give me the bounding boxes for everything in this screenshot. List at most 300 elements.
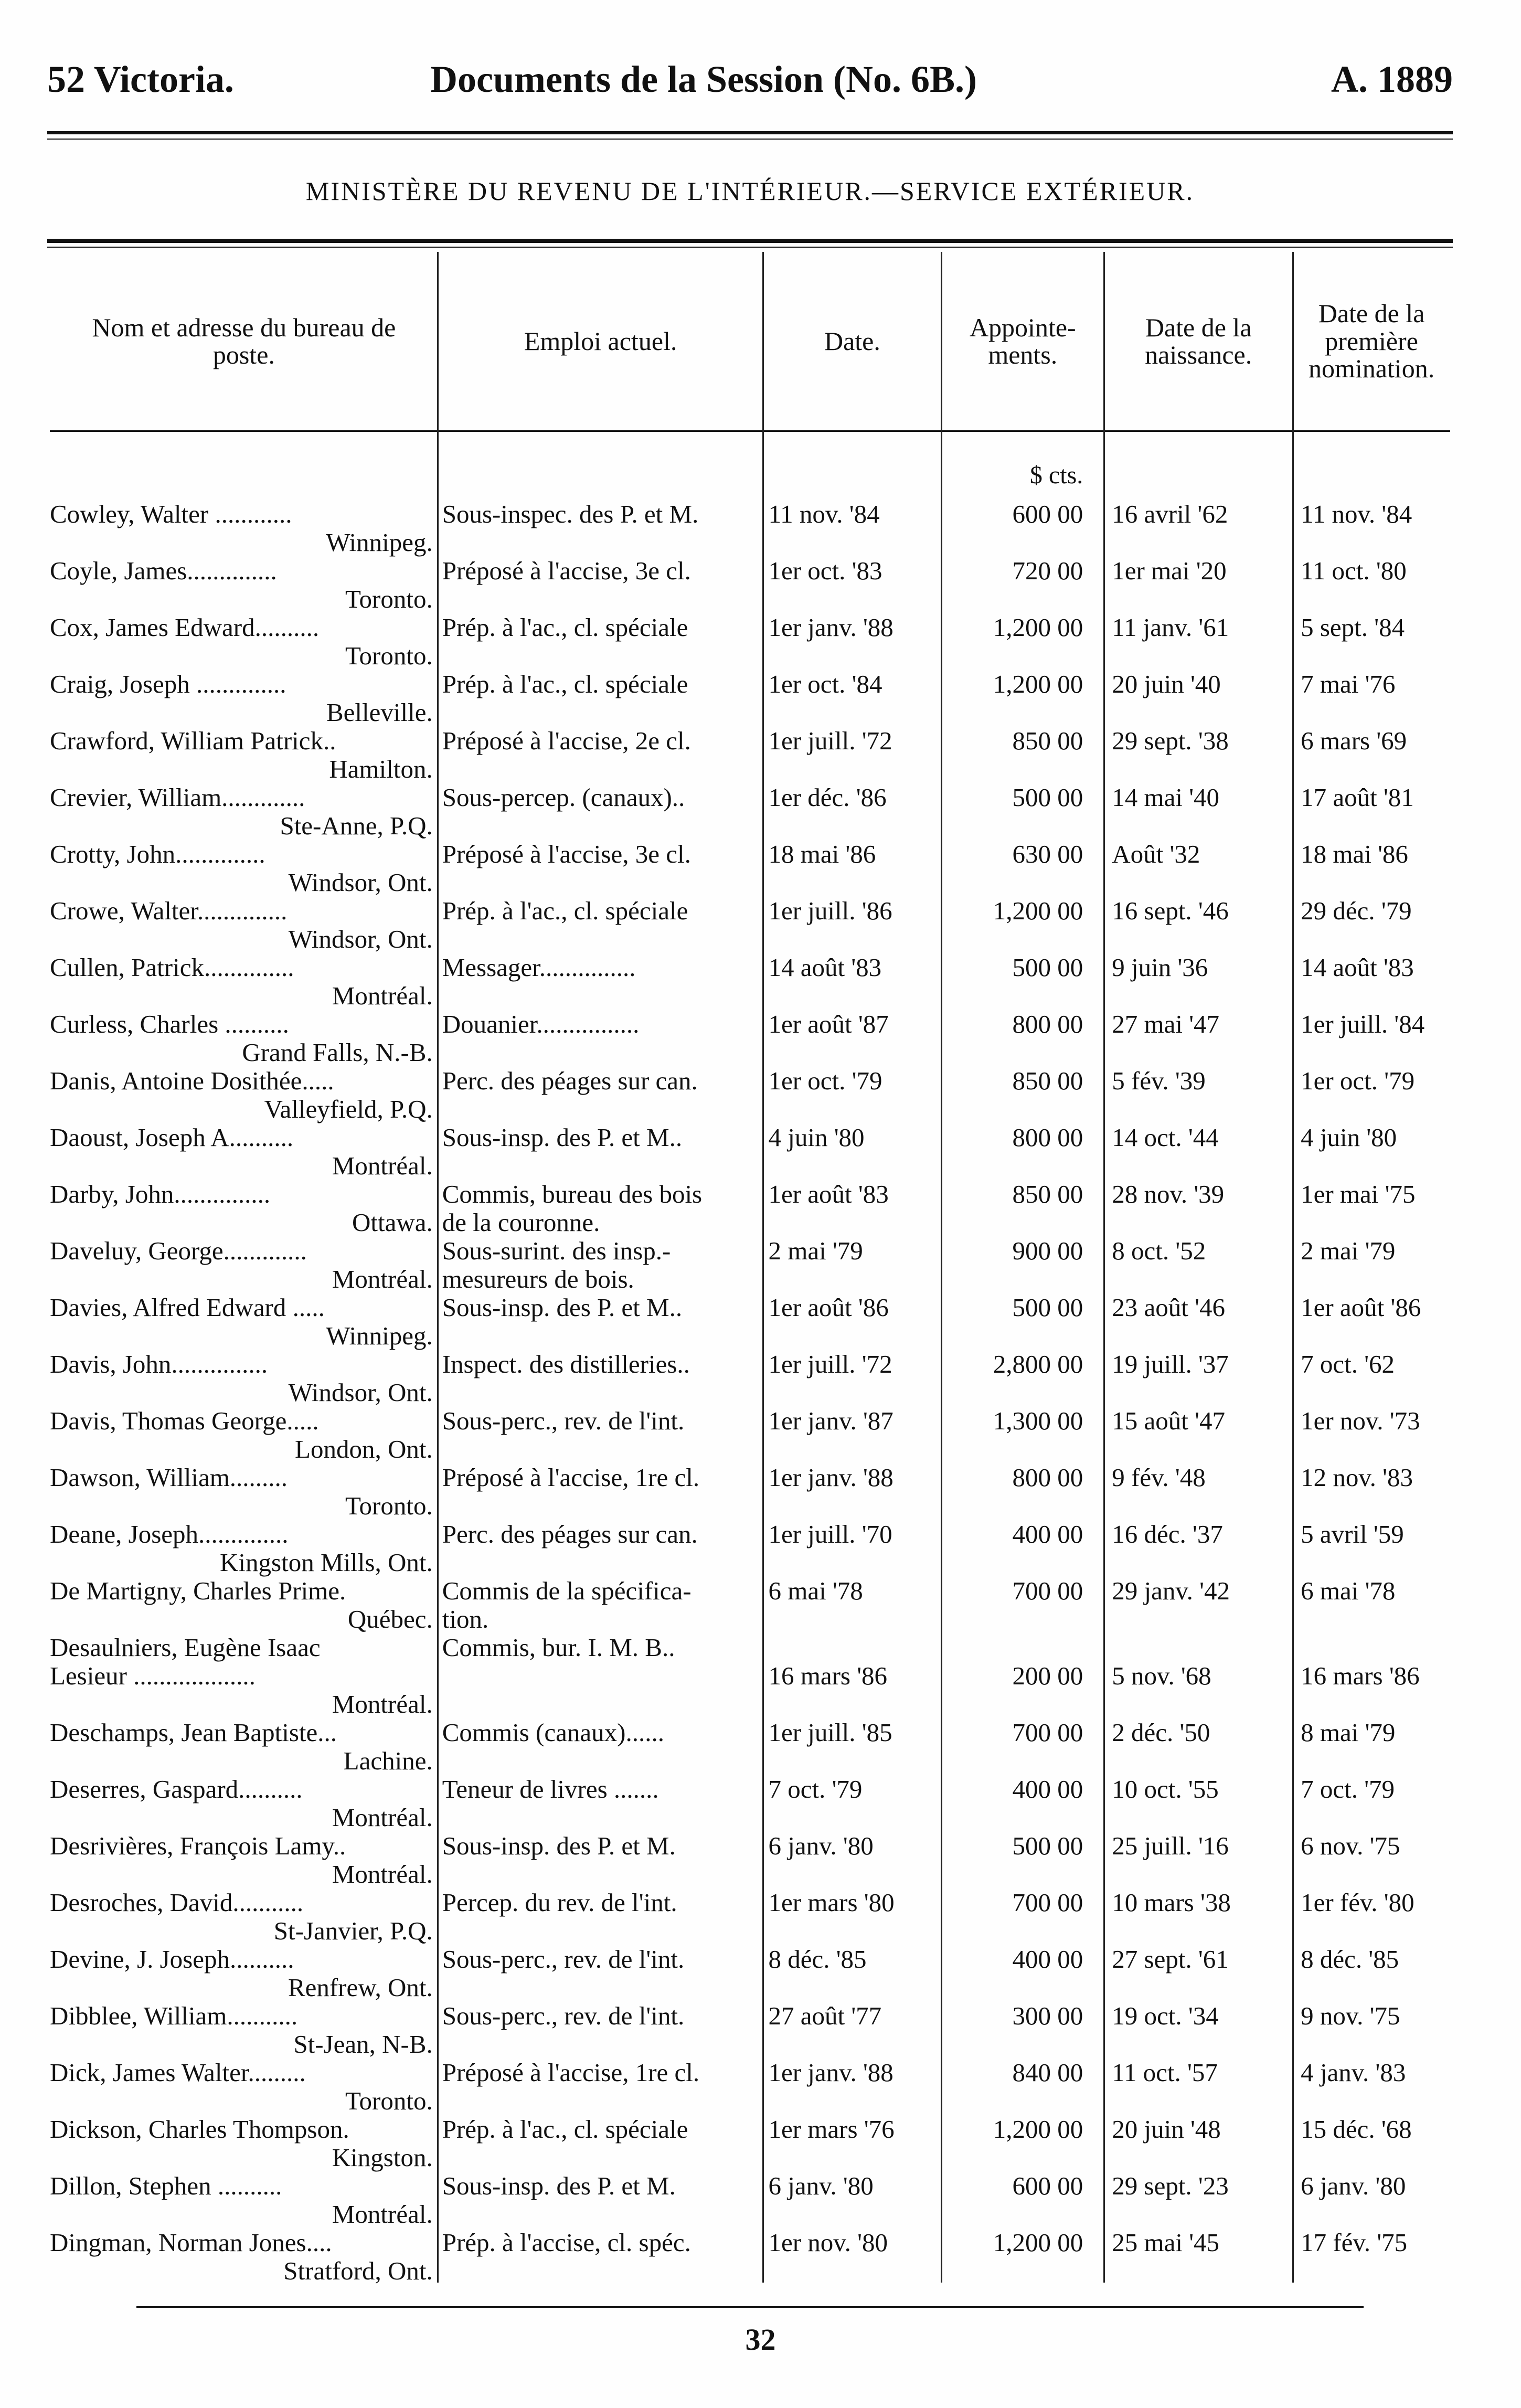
naissance-cell — [1104, 2115, 1293, 2172]
emploi-text: Perc. des péages sur can. — [442, 1520, 698, 1548]
premiere-nomination-value: 8 déc. '85 — [1301, 1945, 1399, 1974]
date-cell — [763, 1180, 941, 1237]
column-divider — [437, 252, 439, 2283]
person-name: Crawford, William Patrick.. — [50, 727, 336, 755]
table-row — [50, 1889, 1450, 1945]
table-row — [50, 613, 1450, 670]
post-office-address: Grand Falls, N.-B. — [242, 1038, 433, 1067]
page-header — [47, 58, 1453, 115]
post-office-address: Windsor, Ont. — [288, 925, 433, 953]
person-name: Darby, John............... — [50, 1180, 271, 1208]
emploi-cell — [438, 1463, 763, 1520]
appointements-value: 500 00 — [1012, 1293, 1083, 1322]
naissance-value: 27 sept. '61 — [1112, 1945, 1229, 1974]
table-row — [50, 1633, 1450, 1719]
table-row — [50, 2059, 1450, 2115]
premiere-nomination-cell — [1293, 1945, 1450, 2002]
person-name: Dillon, Stephen .......... — [50, 2172, 282, 2200]
premiere-nomination-value: 6 nov. '75 — [1301, 1832, 1400, 1860]
name-cell — [50, 1945, 438, 2002]
naissance-value: 25 mai '45 — [1112, 2229, 1220, 2257]
emploi-text: Inspect. des distilleries.. — [442, 1350, 690, 1378]
table-row — [50, 1577, 1450, 1633]
appointements-cell — [941, 1520, 1104, 1577]
premiere-nomination-value: 4 janv. '83 — [1301, 2059, 1406, 2087]
person-name: Davis, Thomas George..... — [50, 1407, 319, 1435]
post-office-address: Windsor, Ont. — [288, 1378, 433, 1407]
date-cell — [763, 1775, 941, 1832]
appointements-value: 400 00 — [1012, 1945, 1083, 1974]
appointements-cell — [941, 953, 1104, 1010]
date-value: 1er août '87 — [768, 1010, 889, 1038]
naissance-value: 29 sept. '38 — [1112, 727, 1229, 755]
post-office-address: Montréal. — [332, 1803, 433, 1832]
premiere-nomination-cell — [1293, 1180, 1450, 1237]
premiere-nomination-value: 6 mars '69 — [1301, 727, 1407, 755]
table-row — [50, 1237, 1450, 1293]
date-value: 1er mars '80 — [768, 1889, 895, 1917]
name-cell — [50, 670, 438, 727]
date-value: 2 mai '79 — [768, 1237, 863, 1265]
naissance-value: 20 juin '48 — [1112, 2115, 1221, 2144]
date-cell — [763, 670, 941, 727]
person-name: Dickson, Charles Thompson. — [50, 2115, 349, 2144]
person-name: Cowley, Walter ............ — [50, 500, 292, 528]
premiere-nomination-value: 15 déc. '68 — [1301, 2115, 1412, 2144]
name-cell — [50, 557, 438, 613]
appointements-cell — [941, 1350, 1104, 1407]
premiere-nomination-cell — [1293, 2002, 1450, 2059]
column-divider — [1292, 252, 1294, 2283]
naissance-value: 1er mai '20 — [1112, 557, 1227, 585]
emploi-cell — [438, 1945, 763, 2002]
naissance-value: 15 août '47 — [1112, 1407, 1225, 1435]
post-office-address: Renfrew, Ont. — [288, 1973, 433, 2002]
date-value: 4 juin '80 — [768, 1123, 865, 1152]
emploi-cell — [438, 2229, 763, 2285]
appointements-value: 2,800 00 — [993, 1350, 1083, 1378]
premiere-nomination-value: 1er mai '75 — [1301, 1180, 1416, 1208]
premiere-nomination-value: 1er oct. '79 — [1301, 1067, 1415, 1095]
date-cell — [763, 1463, 941, 1520]
table-row — [50, 1293, 1450, 1350]
table-row — [50, 1067, 1450, 1123]
naissance-value: 9 fév. '48 — [1112, 1463, 1206, 1492]
header-appointements: Appointe- ments. — [969, 312, 1076, 369]
post-office-address: Windsor, Ont. — [288, 868, 433, 897]
date-cell — [763, 1293, 941, 1350]
table-row — [50, 897, 1450, 953]
naissance-cell — [1104, 1237, 1293, 1293]
table-row — [50, 1123, 1450, 1180]
table-row — [50, 1180, 1450, 1237]
date-cell — [763, 783, 941, 840]
name-cell — [50, 500, 438, 557]
post-office-address: Winnipeg. — [326, 528, 433, 557]
person-name: Devine, J. Joseph.......... — [50, 1945, 294, 1974]
name-cell — [50, 727, 438, 783]
date-cell — [763, 1067, 941, 1123]
appointements-cell — [941, 2059, 1104, 2115]
date-cell — [763, 2002, 941, 2059]
emploi-cell — [438, 897, 763, 953]
date-value: 1er août '83 — [768, 1180, 889, 1208]
emploi-text: Commis (canaux)...... — [442, 1719, 664, 1747]
emploi-cell — [438, 1889, 763, 1945]
premiere-nomination-value: 7 oct. '79 — [1301, 1775, 1395, 1804]
appointements-cell — [941, 1067, 1104, 1123]
appointements-value: 1,300 00 — [993, 1407, 1083, 1435]
header-name: Nom et adresse du bureau de poste. — [92, 312, 396, 369]
premiere-nomination-cell — [1293, 613, 1450, 670]
premiere-nomination-value: 7 oct. '62 — [1301, 1350, 1395, 1378]
premiere-nomination-value: 8 mai '79 — [1301, 1719, 1396, 1747]
emploi-text: Sous-percep. (canaux).. — [442, 783, 685, 812]
naissance-value: 16 avril '62 — [1112, 500, 1228, 528]
emploi-text: Messager............... — [442, 953, 636, 982]
date-value: 14 août '83 — [768, 953, 882, 982]
naissance-cell — [1104, 897, 1293, 953]
premiere-nomination-cell — [1293, 1407, 1450, 1463]
date-value: 6 janv. '80 — [768, 1832, 874, 1860]
appointements-value: 720 00 — [1012, 557, 1083, 585]
table-row — [50, 1719, 1450, 1775]
emploi-cell — [438, 1350, 763, 1407]
table-row — [50, 2229, 1450, 2285]
table-row — [50, 2002, 1450, 2059]
premiere-nomination-cell — [1293, 1350, 1450, 1407]
person-name-cont: Lesieur ................... — [50, 1661, 256, 1690]
name-cell — [50, 2002, 438, 2059]
date-value: 1er juill. '72 — [768, 1350, 892, 1378]
person-name: Cullen, Patrick.............. — [50, 953, 294, 982]
naissance-value: 19 juill. '37 — [1112, 1350, 1229, 1378]
emploi-cell — [438, 2059, 763, 2115]
naissance-value: Août '32 — [1112, 840, 1200, 868]
naissance-value: 14 oct. '44 — [1112, 1123, 1219, 1152]
post-office-address: Ottawa. — [352, 1208, 433, 1237]
emploi-text: Préposé à l'accise, 1re cl. — [442, 2059, 700, 2087]
person-name: Crowe, Walter.............. — [50, 897, 288, 925]
premiere-nomination-value: 1er nov. '73 — [1301, 1407, 1420, 1435]
table-row — [50, 1945, 1450, 2002]
emploi-cell — [438, 1719, 763, 1775]
naissance-value: 25 juill. '16 — [1112, 1832, 1229, 1860]
emploi-text: Sous-perc., rev. de l'int. — [442, 1407, 685, 1435]
post-office-address: Montréal. — [332, 981, 433, 1010]
header-rule — [47, 131, 1453, 134]
appointements-value: 400 00 — [1012, 1520, 1083, 1548]
appointements-value: 300 00 — [1012, 2002, 1083, 2030]
appointements-value: 500 00 — [1012, 783, 1083, 812]
naissance-cell — [1104, 1775, 1293, 1832]
emploi-cell — [438, 840, 763, 897]
name-cell — [50, 1577, 438, 1633]
emploi-text: Sous-insp. des P. et M.. — [442, 1123, 683, 1152]
emploi-text: Prép. à l'ac., cl. spéciale — [442, 2115, 688, 2144]
naissance-cell — [1104, 840, 1293, 897]
name-cell — [50, 1633, 438, 1719]
naissance-cell — [1104, 613, 1293, 670]
premiere-nomination-value: 2 mai '79 — [1301, 1237, 1396, 1265]
premiere-nomination-cell — [1293, 557, 1450, 613]
emploi-cell — [438, 1123, 763, 1180]
appointements-cell — [941, 1775, 1104, 1832]
appointements-value: 850 00 — [1012, 1180, 1083, 1208]
date-value: 1er juill. '86 — [768, 897, 892, 925]
premiere-nomination-cell — [1293, 1832, 1450, 1889]
appointements-cell — [941, 1407, 1104, 1463]
premiere-nomination-cell — [1293, 840, 1450, 897]
premiere-nomination-value: 4 juin '80 — [1301, 1123, 1397, 1152]
date-cell — [763, 1577, 941, 1633]
premiere-nomination-cell — [1293, 1237, 1450, 1293]
post-office-address: Toronto. — [345, 2086, 433, 2115]
table-top-rule — [47, 239, 1453, 243]
naissance-cell — [1104, 783, 1293, 840]
units-label: $ cts. — [1029, 461, 1083, 489]
appointements-value: 900 00 — [1012, 1237, 1083, 1265]
emploi-text: Sous-surint. des insp.- — [442, 1237, 671, 1265]
naissance-cell — [1104, 1293, 1293, 1350]
premiere-nomination-cell — [1293, 1463, 1450, 1520]
premiere-nomination-cell — [1293, 2172, 1450, 2229]
session-year: 52 Victoria. — [47, 58, 234, 100]
naissance-value: 29 janv. '42 — [1112, 1577, 1230, 1605]
naissance-cell — [1104, 1010, 1293, 1067]
appointements-cell — [941, 1945, 1104, 2002]
naissance-cell — [1104, 1832, 1293, 1889]
premiere-nomination-value: 14 août '83 — [1301, 953, 1414, 982]
date-value: 1er janv. '88 — [768, 1463, 894, 1492]
post-office-address: Kingston Mills, Ont. — [220, 1548, 433, 1577]
emploi-cell — [438, 1237, 763, 1293]
document-year: A. 1889 — [1331, 58, 1453, 100]
name-cell — [50, 1010, 438, 1067]
naissance-cell — [1104, 1889, 1293, 1945]
emploi-text: Percep. du rev. de l'int. — [442, 1889, 677, 1917]
naissance-value: 9 juin '36 — [1112, 953, 1208, 982]
appointements-value: 700 00 — [1012, 1889, 1083, 1917]
appointements-cell — [941, 1010, 1104, 1067]
emploi-text: Commis de la spécifica- — [442, 1577, 692, 1605]
premiere-nomination-cell — [1293, 2115, 1450, 2172]
naissance-value: 11 oct. '57 — [1112, 2059, 1218, 2087]
naissance-cell — [1104, 670, 1293, 727]
table-row — [50, 840, 1450, 897]
emploi-cell — [438, 1832, 763, 1889]
date-value: 1er oct. '84 — [768, 670, 882, 698]
date-value: 18 mai '86 — [768, 840, 876, 868]
naissance-cell — [1104, 1633, 1293, 1719]
header-date: Date. — [824, 326, 880, 356]
date-value: 1er août '86 — [768, 1293, 889, 1322]
post-office-address: Belleville. — [326, 698, 433, 727]
column-divider — [941, 252, 942, 2283]
name-cell — [50, 897, 438, 953]
table-row — [50, 1832, 1450, 1889]
table-header — [50, 252, 1450, 430]
appointements-cell — [941, 1633, 1104, 1719]
naissance-value: 2 déc. '50 — [1112, 1719, 1210, 1747]
naissance-value: 28 nov. '39 — [1112, 1180, 1225, 1208]
name-cell — [50, 1180, 438, 1237]
person-name: Curless, Charles .......... — [50, 1010, 289, 1038]
department-title: MINISTÈRE DU REVENU DE L'INTÉRIEUR.—SERVICE EXTÉRIEUR. — [305, 176, 1195, 206]
name-cell — [50, 1237, 438, 1293]
appointements-cell — [941, 557, 1104, 613]
name-cell — [50, 1067, 438, 1123]
appointements-cell — [941, 840, 1104, 897]
premiere-nomination-cell — [1293, 1889, 1450, 1945]
date-value: 1er juill. '72 — [768, 727, 892, 755]
person-name: Dawson, William......... — [50, 1463, 288, 1492]
table-row — [50, 1463, 1450, 1520]
name-cell — [50, 1407, 438, 1463]
premiere-nomination-cell — [1293, 500, 1450, 557]
appointements-cell — [941, 897, 1104, 953]
table-row — [50, 670, 1450, 727]
emploi-cell — [438, 670, 763, 727]
person-name: Coyle, James.............. — [50, 557, 277, 585]
post-office-address: Montréal. — [332, 1860, 433, 1889]
naissance-cell — [1104, 2229, 1293, 2285]
naissance-value: 29 sept. '23 — [1112, 2172, 1229, 2200]
table-row — [50, 2115, 1450, 2172]
name-cell — [50, 840, 438, 897]
post-office-address: Montréal. — [332, 1265, 433, 1293]
premiere-nomination-value: 1er fév. '80 — [1301, 1889, 1414, 1917]
emploi-text: de la couronne. — [442, 1208, 600, 1237]
table-row — [50, 1520, 1450, 1577]
premiere-nomination-cell — [1293, 1293, 1450, 1350]
post-office-address: Toronto. — [345, 1491, 433, 1520]
table-body — [50, 500, 1450, 2285]
post-office-address: Montréal. — [332, 2200, 433, 2229]
name-cell — [50, 2059, 438, 2115]
name-cell — [50, 1520, 438, 1577]
person-name: Dingman, Norman Jones.... — [50, 2229, 332, 2257]
appointements-cell — [941, 2229, 1104, 2285]
header-emploi: Emploi actuel. — [524, 326, 677, 356]
appointements-value: 700 00 — [1012, 1577, 1083, 1605]
date-value: 16 mars '86 — [768, 1661, 888, 1690]
emploi-cell — [438, 2002, 763, 2059]
date-cell — [763, 2172, 941, 2229]
premiere-nomination-cell — [1293, 783, 1450, 840]
emploi-text: Prép. à l'accise, cl. spéc. — [442, 2229, 691, 2257]
date-cell — [763, 953, 941, 1010]
person-name: Desroches, David........... — [50, 1889, 304, 1917]
emploi-cell — [438, 557, 763, 613]
date-value: 27 août '77 — [768, 2002, 882, 2030]
naissance-cell — [1104, 1520, 1293, 1577]
naissance-value: 5 nov. '68 — [1112, 1661, 1211, 1690]
naissance-cell — [1104, 1463, 1293, 1520]
name-cell — [50, 1775, 438, 1832]
date-cell — [763, 1945, 941, 2002]
naissance-value: 16 déc. '37 — [1112, 1520, 1223, 1548]
premiere-nomination-value: 12 nov. '83 — [1301, 1463, 1413, 1492]
premiere-nomination-value: 6 mai '78 — [1301, 1577, 1396, 1605]
emploi-cell — [438, 1067, 763, 1123]
person-name: Cox, James Edward.......... — [50, 613, 320, 642]
naissance-cell — [1104, 1719, 1293, 1775]
header-bottom-rule — [50, 430, 1450, 432]
appointements-value: 800 00 — [1012, 1463, 1083, 1492]
naissance-value: 19 oct. '34 — [1112, 2002, 1219, 2030]
date-cell — [763, 1832, 941, 1889]
date-cell — [763, 2229, 941, 2285]
appointements-cell — [941, 670, 1104, 727]
date-value: 1er déc. '86 — [768, 783, 887, 812]
appointements-cell — [941, 783, 1104, 840]
date-value: 1er juill. '70 — [768, 1520, 892, 1548]
name-cell — [50, 783, 438, 840]
name-cell — [50, 1293, 438, 1350]
emploi-cell — [438, 613, 763, 670]
date-value: 1er nov. '80 — [768, 2229, 888, 2257]
person-name: Crevier, William............. — [50, 783, 305, 812]
post-office-address: Toronto. — [345, 585, 433, 613]
date-cell — [763, 1520, 941, 1577]
header-naissance: Date de la naissance. — [1145, 312, 1252, 369]
premiere-nomination-cell — [1293, 1633, 1450, 1719]
emploi-text: mesureurs de bois. — [442, 1265, 634, 1293]
appointements-value: 1,200 00 — [993, 2229, 1083, 2257]
naissance-value: 8 oct. '52 — [1112, 1237, 1206, 1265]
naissance-value: 11 janv. '61 — [1112, 613, 1229, 642]
appointements-value: 850 00 — [1012, 727, 1083, 755]
post-office-address: Montréal. — [332, 1690, 433, 1719]
appointements-value: 800 00 — [1012, 1010, 1083, 1038]
table-row — [50, 2172, 1450, 2229]
appointements-value: 600 00 — [1012, 2172, 1083, 2200]
document-title: Documents de la Session (No. 6B.) — [430, 58, 977, 100]
emploi-text: Sous-insp. des P. et M. — [442, 1832, 676, 1860]
date-value: 6 janv. '80 — [768, 2172, 874, 2200]
emploi-text: Préposé à l'accise, 2e cl. — [442, 727, 691, 755]
date-value: 1er janv. '88 — [768, 2059, 894, 2087]
staff-table — [50, 252, 1450, 2285]
post-office-address: Hamilton. — [329, 755, 433, 783]
premiere-nomination-cell — [1293, 1010, 1450, 1067]
appointements-cell — [941, 1123, 1104, 1180]
date-value: 1er janv. '87 — [768, 1407, 894, 1435]
premiere-nomination-value: 11 nov. '84 — [1301, 500, 1412, 528]
table-row — [50, 1010, 1450, 1067]
naissance-value: 14 mai '40 — [1112, 783, 1220, 812]
date-value: 1er oct. '79 — [768, 1067, 882, 1095]
name-cell — [50, 2229, 438, 2285]
post-office-address: Toronto. — [345, 641, 433, 670]
date-cell — [763, 1719, 941, 1775]
post-office-address: Montréal. — [332, 1151, 433, 1180]
post-office-address: St-Janvier, P.Q. — [273, 1916, 433, 1945]
date-cell — [763, 840, 941, 897]
premiere-nomination-cell — [1293, 1067, 1450, 1123]
premiere-nomination-cell — [1293, 1719, 1450, 1775]
emploi-text: Sous-insp. des P. et M. — [442, 2172, 676, 2200]
naissance-cell — [1104, 1577, 1293, 1633]
naissance-value: 27 mai '47 — [1112, 1010, 1220, 1038]
emploi-cell — [438, 500, 763, 557]
emploi-cell — [438, 1407, 763, 1463]
emploi-text: Teneur de livres ....... — [442, 1775, 659, 1804]
premiere-nomination-cell — [1293, 953, 1450, 1010]
emploi-text: Sous-perc., rev. de l'int. — [442, 1945, 685, 1974]
naissance-cell — [1104, 1067, 1293, 1123]
